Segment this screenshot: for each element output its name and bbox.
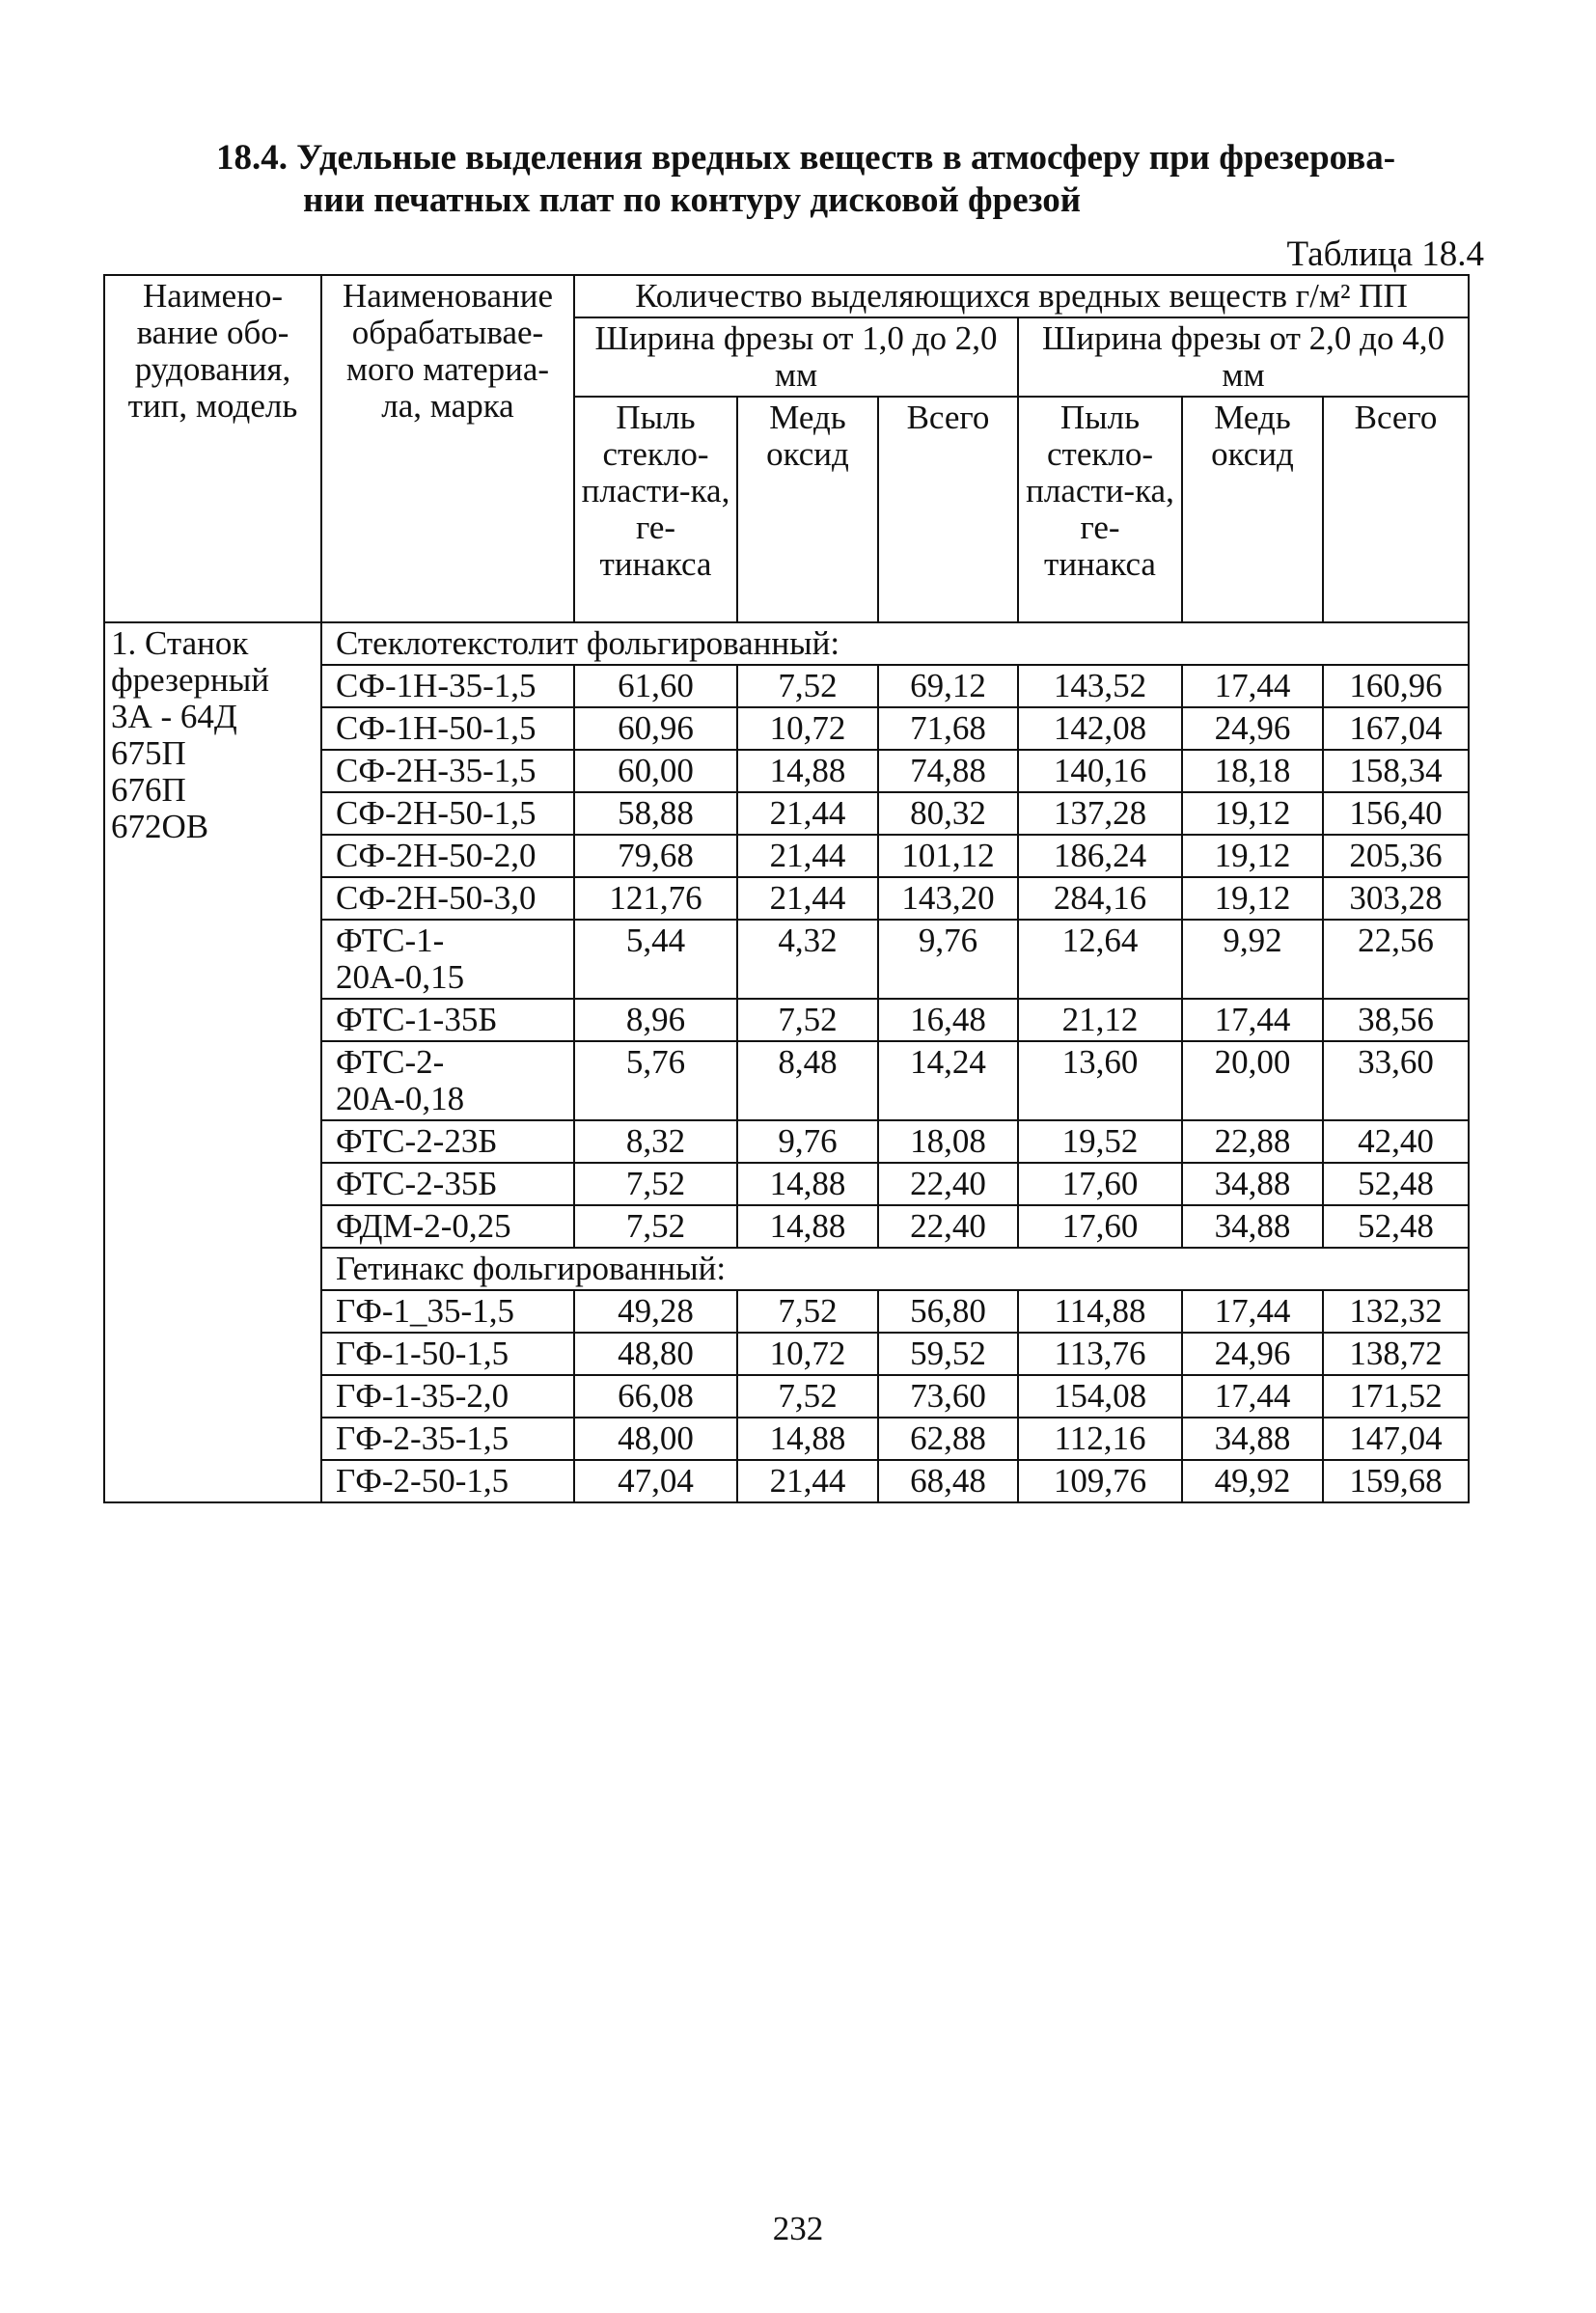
header-width-1: Ширина фрезы от 1,0 до 2,0 мм: [574, 317, 1018, 397]
equipment-line: фрезерный: [111, 661, 269, 699]
value-cell: 14,88: [737, 1163, 878, 1205]
material-cell: ГФ-1_35-1,5: [321, 1290, 574, 1333]
value-cell: 160,96: [1323, 665, 1469, 707]
value-cell: 7,52: [574, 1205, 737, 1248]
material-cell: ФТС-1-20А-0,15: [321, 920, 574, 999]
value-cell: 79,68: [574, 835, 737, 877]
value-cell: 22,40: [878, 1205, 1018, 1248]
material-cell: СФ-2Н-50-1,5: [321, 792, 574, 835]
material-cell: СФ-2Н-35-1,5: [321, 750, 574, 792]
value-cell: 113,76: [1018, 1333, 1182, 1375]
value-cell: 24,96: [1182, 1333, 1323, 1375]
value-cell: 52,48: [1323, 1163, 1469, 1205]
value-cell: 132,32: [1323, 1290, 1469, 1333]
value-cell: 19,12: [1182, 792, 1323, 835]
value-cell: 303,28: [1323, 877, 1469, 920]
material-cell: ГФ-2-50-1,5: [321, 1460, 574, 1502]
value-cell: 62,88: [878, 1418, 1018, 1460]
value-cell: 143,20: [878, 877, 1018, 920]
value-cell: 205,36: [1323, 835, 1469, 877]
value-cell: 21,12: [1018, 999, 1182, 1041]
value-cell: 14,88: [737, 1418, 878, 1460]
value-cell: 60,96: [574, 707, 737, 750]
equipment-line: 675П: [111, 734, 186, 772]
value-cell: 24,96: [1182, 707, 1323, 750]
value-cell: 7,52: [737, 1290, 878, 1333]
equipment-line: 1. Станок: [111, 624, 249, 662]
value-cell: 101,12: [878, 835, 1018, 877]
header-total-1: Всего: [878, 397, 1018, 622]
value-cell: 73,60: [878, 1375, 1018, 1418]
value-cell: 9,76: [878, 920, 1018, 999]
value-cell: 12,64: [1018, 920, 1182, 999]
value-cell: 14,88: [737, 750, 878, 792]
value-cell: 21,44: [737, 877, 878, 920]
header-dust-2: Пыль стекло-пласти-ка, ге-тинакса: [1018, 397, 1182, 622]
section-row-laminate: [104, 622, 1469, 665]
value-cell: 147,04: [1323, 1418, 1469, 1460]
value-cell: 17,44: [1182, 1375, 1323, 1418]
value-cell: 10,72: [737, 707, 878, 750]
value-cell: 48,00: [574, 1418, 737, 1460]
header-row-1: [104, 275, 1469, 317]
value-cell: 68,48: [878, 1460, 1018, 1502]
value-cell: 56,80: [878, 1290, 1018, 1333]
material-cell: ФТС-2-23Б: [321, 1120, 574, 1163]
value-cell: 142,08: [1018, 707, 1182, 750]
equipment-cell: [104, 622, 321, 1502]
value-cell: 159,68: [1323, 1460, 1469, 1502]
value-cell: 58,88: [574, 792, 737, 835]
value-cell: 112,16: [1018, 1418, 1182, 1460]
material-cell: СФ-2Н-50-2,0: [321, 835, 574, 877]
section-title: Стеклотекстолит фольгированный:: [321, 622, 1469, 665]
value-cell: 156,40: [1323, 792, 1469, 835]
value-cell: 59,52: [878, 1333, 1018, 1375]
value-cell: 66,08: [574, 1375, 737, 1418]
material-cell: СФ-1Н-50-1,5: [321, 707, 574, 750]
header-total-2: Всего: [1323, 397, 1469, 622]
value-cell: 18,18: [1182, 750, 1323, 792]
heading-line-2: нии печатных плат по контуру дисковой фрезой: [303, 180, 1082, 220]
value-cell: 10,72: [737, 1333, 878, 1375]
section-title: Гетинакс фольгированный:: [321, 1248, 1469, 1290]
value-cell: 167,04: [1323, 707, 1469, 750]
value-cell: 69,12: [878, 665, 1018, 707]
material-cell: ГФ-1-35-2,0: [321, 1375, 574, 1418]
material-cell: СФ-2Н-50-3,0: [321, 877, 574, 920]
value-cell: 171,52: [1323, 1375, 1469, 1418]
value-cell: 14,24: [878, 1041, 1018, 1120]
equipment-line: 676П: [111, 771, 186, 809]
value-cell: 22,56: [1323, 920, 1469, 999]
value-cell: 8,32: [574, 1120, 737, 1163]
equipment-line: 3А - 64Д: [111, 698, 237, 735]
value-cell: 14,88: [737, 1205, 878, 1248]
value-cell: 138,72: [1323, 1333, 1469, 1375]
header-copper-1: Медь оксид: [737, 397, 878, 622]
value-cell: 284,16: [1018, 877, 1182, 920]
value-cell: 8,96: [574, 999, 737, 1041]
value-cell: 42,40: [1323, 1120, 1469, 1163]
value-cell: 16,48: [878, 999, 1018, 1041]
value-cell: 21,44: [737, 835, 878, 877]
value-cell: 33,60: [1323, 1041, 1469, 1120]
material-cell: ГФ-2-35-1,5: [321, 1418, 574, 1460]
value-cell: 5,76: [574, 1041, 737, 1120]
value-cell: 7,52: [737, 999, 878, 1041]
value-cell: 71,68: [878, 707, 1018, 750]
value-cell: 22,40: [878, 1163, 1018, 1205]
equipment-line: 672ОВ: [111, 808, 209, 845]
value-cell: 7,52: [737, 1375, 878, 1418]
section-heading: [216, 137, 1490, 222]
header-copper-2: Медь оксид: [1182, 397, 1323, 622]
header-material: Наименование обрабатывае-мого материа-ла, марка: [321, 275, 574, 622]
value-cell: 137,28: [1018, 792, 1182, 835]
material-cell: СФ-1Н-35-1,5: [321, 665, 574, 707]
value-cell: 38,56: [1323, 999, 1469, 1041]
emissions-table: [103, 274, 1470, 1503]
material-cell: ГФ-1-50-1,5: [321, 1333, 574, 1375]
value-cell: 143,52: [1018, 665, 1182, 707]
header-equipment: Наимено-вание обо-рудования, тип, модель: [104, 275, 321, 622]
value-cell: 154,08: [1018, 1375, 1182, 1418]
value-cell: 121,76: [574, 877, 737, 920]
value-cell: 186,24: [1018, 835, 1182, 877]
page-number: 232: [772, 2210, 824, 2247]
value-cell: 80,32: [878, 792, 1018, 835]
value-cell: 61,60: [574, 665, 737, 707]
value-cell: 17,60: [1018, 1205, 1182, 1248]
material-cell: ФТС-2-20А-0,18: [321, 1041, 574, 1120]
value-cell: 5,44: [574, 920, 737, 999]
value-cell: 17,44: [1182, 1290, 1323, 1333]
value-cell: 19,12: [1182, 835, 1323, 877]
value-cell: 21,44: [737, 1460, 878, 1502]
value-cell: 47,04: [574, 1460, 737, 1502]
value-cell: 17,44: [1182, 999, 1323, 1041]
value-cell: 20,00: [1182, 1041, 1323, 1120]
value-cell: 7,52: [574, 1163, 737, 1205]
value-cell: 21,44: [737, 792, 878, 835]
table-label: Таблица 18.4: [1286, 234, 1484, 274]
value-cell: 114,88: [1018, 1290, 1182, 1333]
value-cell: 34,88: [1182, 1418, 1323, 1460]
value-cell: 49,92: [1182, 1460, 1323, 1502]
value-cell: 19,52: [1018, 1120, 1182, 1163]
value-cell: 22,88: [1182, 1120, 1323, 1163]
value-cell: 17,60: [1018, 1163, 1182, 1205]
value-cell: 13,60: [1018, 1041, 1182, 1120]
material-cell: ФТС-2-35Б: [321, 1163, 574, 1205]
value-cell: 34,88: [1182, 1163, 1323, 1205]
value-cell: 4,32: [737, 920, 878, 999]
value-cell: 18,08: [878, 1120, 1018, 1163]
value-cell: 9,76: [737, 1120, 878, 1163]
value-cell: 17,44: [1182, 665, 1323, 707]
value-cell: 140,16: [1018, 750, 1182, 792]
material-cell: ФДМ-2-0,25: [321, 1205, 574, 1248]
heading-line-1: 18.4. Удельные выделения вредных веществ в атмосферу при фрезерова-: [216, 138, 1396, 178]
header-width-2: Ширина фрезы от 2,0 до 4,0 мм: [1018, 317, 1469, 397]
header-dust-1: Пыль стекло-пласти-ка, ге-тинакса: [574, 397, 737, 622]
value-cell: 52,48: [1323, 1205, 1469, 1248]
value-cell: 49,28: [574, 1290, 737, 1333]
material-cell: ФТС-1-35Б: [321, 999, 574, 1041]
value-cell: 60,00: [574, 750, 737, 792]
value-cell: 34,88: [1182, 1205, 1323, 1248]
value-cell: 158,34: [1323, 750, 1469, 792]
value-cell: 48,80: [574, 1333, 737, 1375]
value-cell: 109,76: [1018, 1460, 1182, 1502]
value-cell: 8,48: [737, 1041, 878, 1120]
value-cell: 19,12: [1182, 877, 1323, 920]
value-cell: 74,88: [878, 750, 1018, 792]
value-cell: 9,92: [1182, 920, 1323, 999]
header-quantity: Количество выделяющихся вредных веществ г/м² ПП: [574, 275, 1469, 317]
value-cell: 7,52: [737, 665, 878, 707]
